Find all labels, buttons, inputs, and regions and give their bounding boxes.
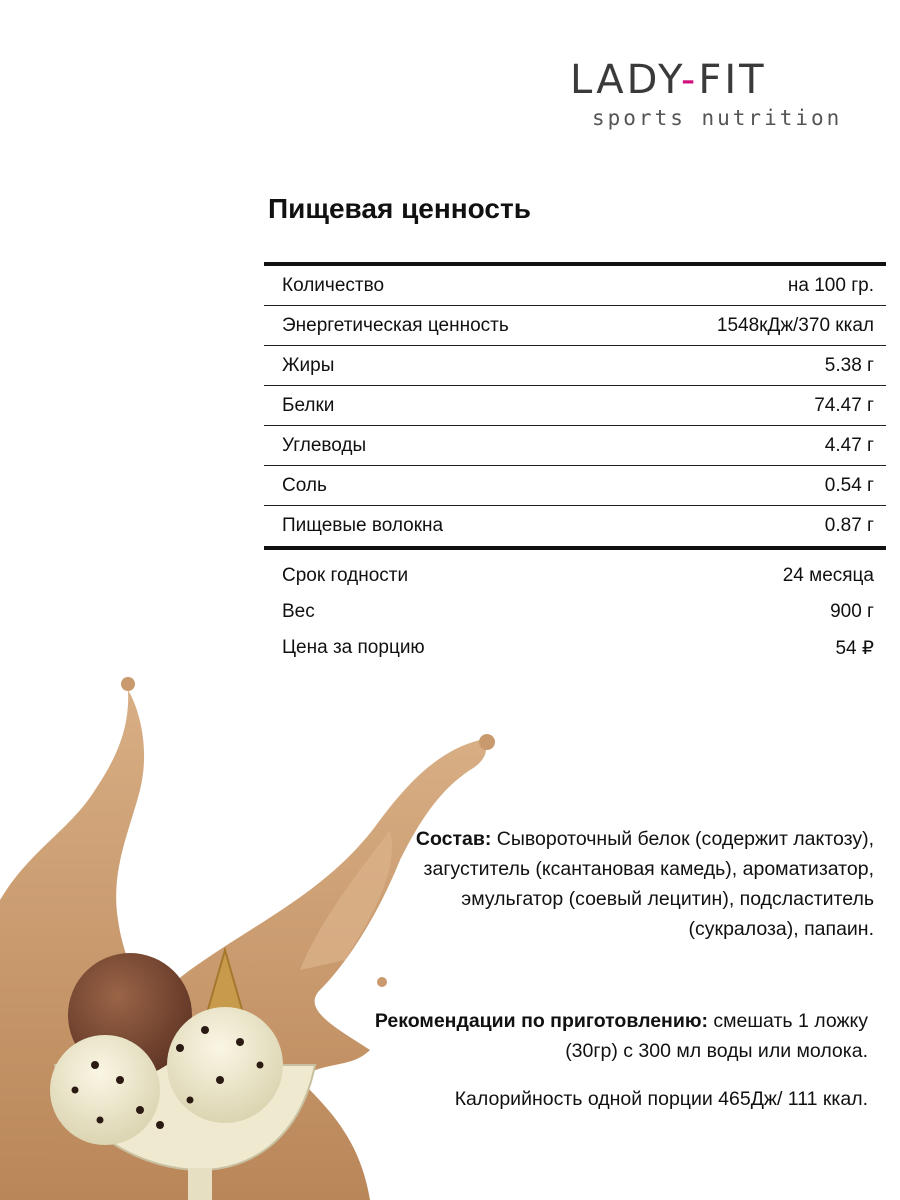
table-row	[264, 306, 886, 346]
vanilla-scoop	[167, 1007, 283, 1123]
logo-dash: -	[680, 57, 699, 103]
logo-word-lady: LADY	[570, 57, 681, 103]
nutrition-table	[264, 262, 886, 550]
composition-body: Сывороточный белок (содержит лактозу), загуститель (ксантановая камедь), ароматизатор, эмульгатор (соевый лецитин), подсластитель (сукралоза), папаин.	[423, 828, 874, 940]
row-label: Жиры	[282, 354, 335, 376]
table-row	[264, 386, 886, 426]
preparation-body: смешать 1 ложку (30гр) с 300 мл воды или молока.	[565, 1010, 868, 1062]
logo-tagline: sports nutrition	[592, 106, 843, 130]
info-label: Цена за порцию	[282, 637, 425, 658]
row-value: 74.47 г	[814, 394, 874, 416]
page-title: Пищевая ценность	[268, 193, 531, 224]
info-label: Срок годности	[282, 565, 409, 586]
row-label: Белки	[282, 394, 335, 416]
glass-stem	[188, 1168, 212, 1200]
product-info-list	[282, 558, 874, 666]
table-row	[264, 266, 886, 306]
row-label: Пищевые волокна	[282, 515, 444, 536]
logo-word-fit: FIT	[698, 57, 767, 103]
table-row	[264, 346, 886, 386]
list-item	[282, 630, 874, 666]
list-item	[282, 558, 874, 594]
splash-drop	[479, 734, 495, 750]
vanilla-scoop	[50, 1035, 160, 1145]
row-label: Количество	[282, 274, 385, 296]
row-value: 0.54 г	[824, 474, 874, 496]
info-value: 54 ₽	[835, 637, 874, 659]
table-row	[264, 426, 886, 466]
list-item	[282, 594, 874, 630]
logo-wordmark	[570, 58, 862, 102]
row-value: 0.87 г	[824, 515, 874, 536]
row-label: Энергетическая ценность	[282, 314, 509, 336]
row-value: 4.47 г	[824, 434, 874, 456]
info-label: Вес	[282, 601, 315, 622]
table-row	[264, 506, 886, 546]
preparation-text	[348, 1006, 868, 1066]
composition-text	[374, 824, 874, 944]
row-label: Углеводы	[282, 434, 367, 456]
row-value: 1548кДж/370 ккал	[716, 314, 874, 336]
row-value: 5.38 г	[824, 354, 874, 376]
info-value: 24 месяца	[782, 565, 874, 586]
brand-logo	[570, 58, 862, 130]
serving-calories: Калорийность одной порции 465Дж/ 111 ккал.	[454, 1088, 868, 1110]
table-row	[264, 466, 886, 506]
info-value: 900 г	[830, 601, 874, 622]
composition-heading: Состав:	[415, 828, 492, 850]
row-label: Соль	[282, 474, 327, 496]
row-value: на 100 гр.	[787, 274, 874, 296]
preparation-heading: Рекомендации по приготовлению:	[374, 1010, 708, 1032]
splash-drop	[121, 677, 135, 691]
splash-drop	[377, 977, 387, 987]
